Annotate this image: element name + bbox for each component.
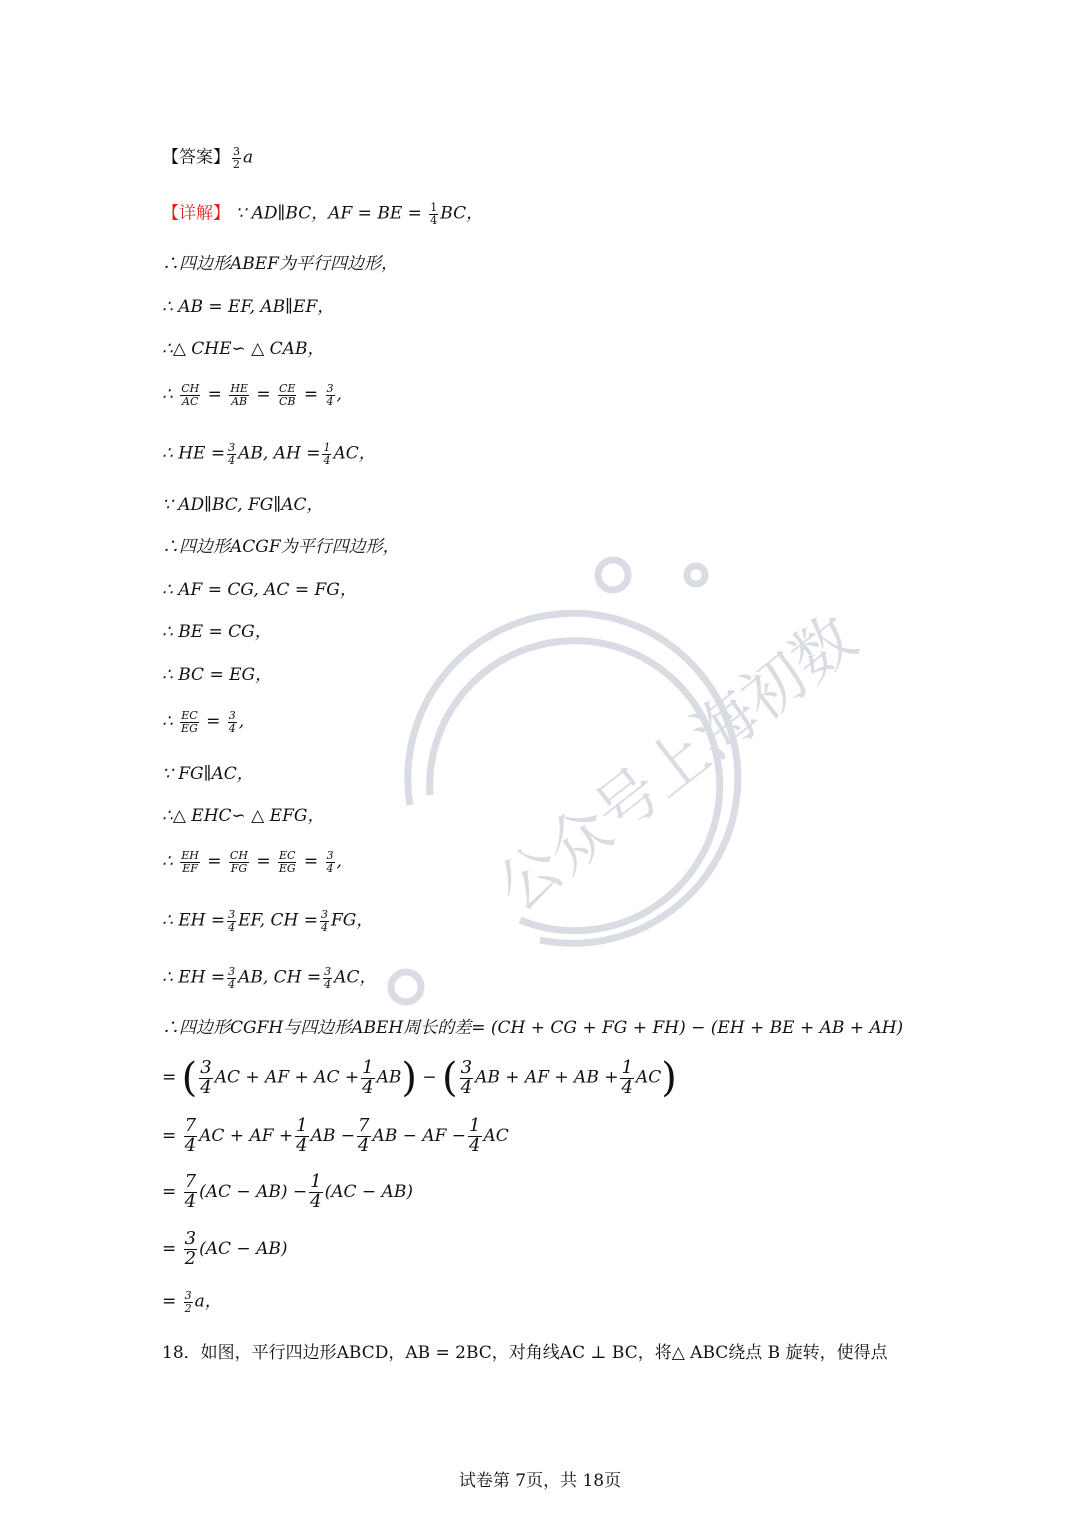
line-16 bbox=[162, 909, 373, 933]
l5-n3: CE bbox=[279, 382, 296, 395]
answer-num: 3 bbox=[233, 145, 240, 158]
l17-mid: AB, CH = bbox=[238, 967, 322, 988]
l20-a: AC + AF + bbox=[199, 1125, 294, 1146]
l19-frac-2 bbox=[361, 1056, 374, 1098]
l12-n2: 3 bbox=[228, 709, 236, 722]
l5-frac-2 bbox=[229, 383, 249, 407]
l19-n3: 3 bbox=[460, 1056, 473, 1078]
line-17 bbox=[162, 966, 376, 990]
l20-d: AC bbox=[483, 1125, 509, 1146]
line-4: ∴△ CHE∽ △ CAB， bbox=[162, 339, 325, 359]
line-15: ∴ $\frac{EH}{EF}$ = $\frac{CH}{FG}$ = $\frac{EC}{EG}$ = $\frac{3}{4}$ , bbox=[162, 849, 342, 875]
l1-num: 1 bbox=[430, 201, 438, 214]
l23-n: 3 bbox=[184, 1289, 192, 1302]
l17-frac-1 bbox=[227, 966, 236, 990]
l5-frac-4 bbox=[326, 383, 335, 407]
l19-d3: 4 bbox=[460, 1076, 473, 1098]
line-8: ∴四边形ACGF为平行四边形， bbox=[162, 537, 400, 557]
line-12: ∴ $\frac{EC}{EG}$ = $\frac{3}{4}$ , bbox=[162, 709, 245, 735]
l6-d1: 4 bbox=[228, 453, 236, 467]
l5-d1: AC bbox=[182, 394, 199, 408]
l16-n1: 3 bbox=[228, 908, 236, 921]
l20-frac-3 bbox=[357, 1117, 370, 1156]
l15-d1: EF bbox=[182, 861, 198, 875]
l5-d2: AB bbox=[231, 394, 248, 408]
watermark-seal bbox=[370, 545, 870, 1005]
l6-frac-2 bbox=[322, 442, 331, 466]
l23-frac bbox=[184, 1290, 193, 1314]
l5-frac-1 bbox=[180, 383, 200, 407]
l21-frac-2 bbox=[309, 1173, 322, 1212]
page-footer: 试卷第 7页，共 18页 bbox=[458, 1471, 622, 1491]
line-20: = $\frac{7}{4}$ AC + AF + $\frac{1}{4}$ AB − $\frac{7}{4}$ AB − AF − $\frac{1}{4}$ AC bbox=[162, 1115, 509, 1156]
l16-frac-2 bbox=[320, 909, 329, 933]
l15-d4: 4 bbox=[326, 861, 334, 875]
l15-n4: 3 bbox=[326, 849, 334, 862]
l19-b: AB bbox=[376, 1067, 402, 1088]
l21-n1: 7 bbox=[184, 1171, 197, 1192]
answer-label: 【答案】 bbox=[162, 147, 230, 168]
line-23: = $\frac{3}{2}$ a， bbox=[162, 1289, 222, 1315]
l22-d: 2 bbox=[184, 1247, 197, 1269]
l17-post: AC， bbox=[334, 967, 377, 988]
l20-d1: 4 bbox=[184, 1134, 197, 1156]
watermark-text: 公众号上海初数 bbox=[483, 600, 870, 926]
l12-n: EC bbox=[181, 709, 198, 722]
l19-n4: 1 bbox=[621, 1056, 633, 1078]
l20-frac-4 bbox=[468, 1117, 481, 1156]
l5-n2: HE bbox=[230, 382, 248, 395]
l16-mid: EF, CH = bbox=[238, 910, 318, 931]
l16-n2: 3 bbox=[320, 908, 328, 921]
l12-d: EG bbox=[181, 721, 198, 735]
l19-d4: 4 bbox=[621, 1076, 633, 1098]
line-19: = ( $\frac{3}{4}$ AC + AF + AC + $\frac{1}{4}$ AB) − ( $\frac{3}{4}$ AB + AF + AB + $\frac{1}{4}$ AC) bbox=[162, 1055, 677, 1101]
l16-frac-1 bbox=[227, 909, 236, 933]
l20-frac-1 bbox=[184, 1117, 197, 1156]
l5-frac-3 bbox=[278, 383, 296, 407]
line-14: ∴△ EHC∽ △ EFG， bbox=[162, 806, 325, 826]
l1-frac bbox=[429, 202, 438, 226]
l23-d: 2 bbox=[184, 1301, 192, 1315]
line-22: = $\frac{3}{2}$ (AC − AB) bbox=[162, 1228, 288, 1269]
l19-n1: 3 bbox=[200, 1056, 212, 1078]
l6-post: AC， bbox=[333, 443, 376, 464]
l15-d2: FG bbox=[230, 861, 248, 875]
l22-a: (AC − AB) bbox=[199, 1238, 288, 1259]
l15-d3: EG bbox=[278, 861, 296, 875]
l15-frac-4 bbox=[326, 850, 335, 874]
l19-a: AC + AF + AC + bbox=[214, 1067, 360, 1088]
l15-n2: CH bbox=[229, 849, 248, 862]
l20-d2: 4 bbox=[296, 1134, 308, 1156]
l6-n2: 1 bbox=[323, 441, 331, 454]
line-11: ∴ BC = EG， bbox=[162, 665, 273, 685]
l21-a: (AC − AB) − bbox=[199, 1181, 308, 1202]
l1-den: 4 bbox=[430, 213, 438, 227]
l6-pre: ∴ HE = bbox=[162, 443, 226, 464]
l20-d3: 4 bbox=[358, 1134, 370, 1156]
l16-d1: 4 bbox=[228, 920, 236, 934]
l5-d4: 4 bbox=[326, 394, 334, 408]
question-18: 18．如图，平行四边形ABCD，AB = 2BC，对角线AC ⊥ BC，将△ ABC绕点 B 旋转，使得点 bbox=[162, 1343, 888, 1363]
l19-e: AC bbox=[635, 1067, 662, 1088]
line-21: = $\frac{7}{4}$ (AC − AB) − $\frac{1}{4}$ (AC − AB) bbox=[162, 1171, 413, 1212]
l20-n2: 1 bbox=[296, 1115, 308, 1136]
l12-frac-2 bbox=[228, 710, 237, 734]
l23-post: a， bbox=[194, 1291, 222, 1312]
l15-frac-1 bbox=[180, 850, 200, 874]
l17-pre: ∴ EH = bbox=[162, 967, 226, 988]
l6-n1: 3 bbox=[228, 441, 236, 454]
answer-var: a bbox=[243, 147, 254, 168]
l5-n1: CH bbox=[181, 382, 200, 395]
answer-line bbox=[162, 146, 253, 170]
answer-den: 2 bbox=[233, 157, 240, 171]
l15-n3: EC bbox=[279, 849, 296, 862]
detail-label: 【详解】 bbox=[162, 203, 230, 224]
l21-n2: 1 bbox=[310, 1171, 322, 1192]
l1-post: BC， bbox=[440, 203, 484, 224]
l19-d: AB + AF + AB + bbox=[475, 1067, 619, 1088]
l6-d2: 4 bbox=[323, 453, 331, 467]
line-9: ∴ AF = CG, AC = FG， bbox=[162, 580, 357, 600]
l19-frac-4 bbox=[620, 1056, 633, 1098]
l6-frac-1 bbox=[227, 442, 236, 466]
l16-pre: ∴ EH = bbox=[162, 910, 226, 931]
l1-pre: ∵ AD∥BC，AF = BE = bbox=[235, 203, 422, 224]
l15-frac-3 bbox=[278, 850, 296, 874]
l16-d2: 4 bbox=[320, 920, 328, 934]
line-2: ∴四边形ABEF为平行四边形， bbox=[162, 254, 398, 274]
l21-frac-1 bbox=[184, 1173, 197, 1212]
l12-d2: 4 bbox=[228, 721, 236, 735]
l19-c: − bbox=[422, 1067, 437, 1088]
l20-n1: 7 bbox=[184, 1115, 197, 1136]
l20-n3: 7 bbox=[358, 1115, 370, 1136]
l19-d2: 4 bbox=[362, 1076, 374, 1098]
l5-n4: 3 bbox=[326, 382, 334, 395]
l17-frac-2 bbox=[323, 966, 332, 990]
line-6 bbox=[162, 442, 376, 466]
l15-n1: EH bbox=[181, 849, 199, 862]
l22-n: 3 bbox=[184, 1228, 197, 1249]
line-7: ∵ AD∥BC, FG∥AC， bbox=[162, 495, 324, 515]
l20-d4: 4 bbox=[469, 1134, 481, 1156]
line-10: ∴ BE = CG， bbox=[162, 622, 272, 642]
l21-d2: 4 bbox=[310, 1190, 322, 1212]
l20-n4: 1 bbox=[469, 1115, 481, 1136]
l19-n2: 1 bbox=[362, 1056, 374, 1078]
l19-frac-3 bbox=[460, 1056, 473, 1098]
line-5: ∴ $\frac{CH}{AC}$ = $\frac{HE}{AB}$ = $\frac{CE}{CB}$ = $\frac{3}{4}$ , bbox=[162, 382, 342, 408]
l22-frac bbox=[184, 1230, 197, 1269]
l19-d1: 4 bbox=[200, 1076, 212, 1098]
l17-n2: 3 bbox=[324, 965, 332, 978]
l20-b: AB − bbox=[310, 1125, 356, 1146]
l17-d1: 4 bbox=[228, 977, 236, 991]
detail-line-1 bbox=[162, 202, 483, 226]
l17-n1: 3 bbox=[228, 965, 236, 978]
l6-mid: AB, AH = bbox=[238, 443, 321, 464]
l19-frac-1 bbox=[199, 1056, 212, 1098]
line-13: ∵ FG∥AC， bbox=[162, 764, 254, 784]
l12-frac-1 bbox=[180, 710, 198, 734]
l16-post: FG， bbox=[330, 910, 374, 931]
l15-frac-2 bbox=[229, 850, 249, 874]
l5-d3: CB bbox=[278, 394, 296, 408]
l17-d2: 4 bbox=[324, 977, 332, 991]
l21-b: (AC − AB) bbox=[324, 1181, 413, 1202]
l20-frac-2 bbox=[295, 1117, 308, 1156]
line-18: ∴四边形CGFH与四边形ABEH周长的差= (CH + CG + FG + FH) − (EH + BE + AB + AH) bbox=[162, 1018, 904, 1038]
l20-c: AB − AF − bbox=[372, 1125, 467, 1146]
answer-fraction bbox=[232, 146, 241, 170]
line-3: ∴ AB = EF, AB∥EF， bbox=[162, 297, 335, 317]
l21-d1: 4 bbox=[184, 1190, 197, 1212]
